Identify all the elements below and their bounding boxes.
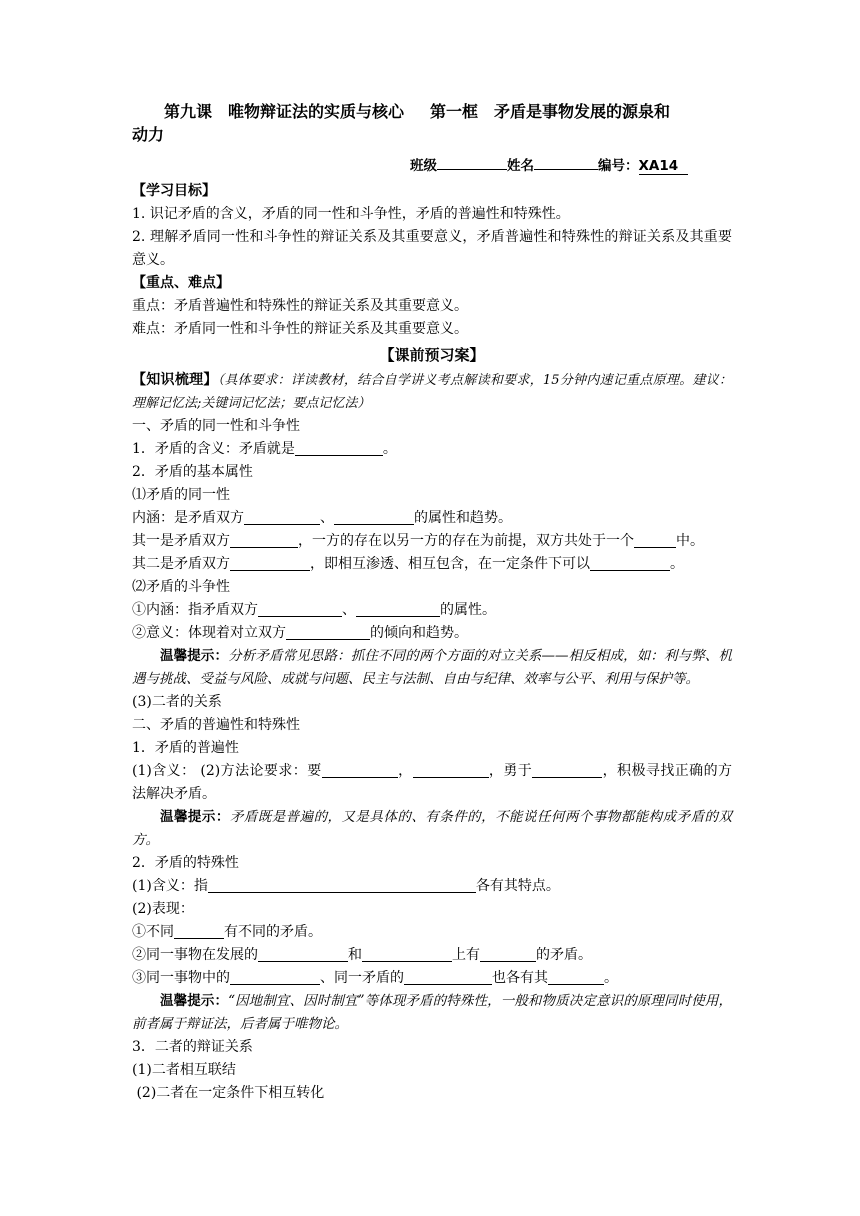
name-label: 姓名 — [507, 158, 534, 174]
s2-line-1: 1．矛盾的普遍性 — [132, 740, 239, 756]
s2-line-3: 2．矛盾的特殊性 — [132, 855, 239, 871]
section-title: 【课前预习案】 — [379, 346, 485, 364]
key-difficulty: 难点：矛盾同一性和斗争性的辩证关系及其重要意义。 — [132, 321, 468, 337]
tip-text: 矛盾既是普遍的，又是具体的、有条件的，不能说任何两个事物都能构成矛盾的双方。 — [132, 809, 732, 848]
s2-line-5: (2)表现： — [132, 901, 194, 917]
s1-tip — [132, 645, 732, 691]
tip-text: “因地制宜、因时制宜”等体现矛盾的特殊性，一般和物质决定意识的原理同时使用，前者属于辩证法，后者属于唯物论。 — [132, 993, 732, 1032]
s1-heading: 一、矛盾的同一性和斗争性 — [132, 418, 300, 434]
goal-item-1: 1. 识记矛盾的含义，矛盾的同一性和斗争性，矛盾的普遍性和特殊性。 — [132, 206, 570, 222]
blank-field[interactable] — [258, 945, 348, 962]
blank-field[interactable] — [356, 600, 440, 617]
s2-line-6: ①不同 有不同的矛盾。 — [132, 924, 322, 940]
tip-label: 温馨提示： — [160, 648, 229, 664]
s2-line-2: (1)含义： (2)方法论要求：要 ， ，勇于 ，积极寻找正确的方法解决矛盾。 — [132, 763, 733, 802]
s2-heading: 二、矛盾的普遍性和特殊性 — [132, 717, 300, 733]
blank-field[interactable] — [230, 968, 320, 985]
tip-text: 分析矛盾常见思路：抓住不同的两个方面的对立关系——相反相成，如：利与弊、机遇与挑战、受益与风险、成就与问题、民主与法制、自由与纪律、效率与公平、利用与保护等。 — [132, 648, 732, 687]
s2-tip-1 — [132, 806, 732, 852]
blank-field[interactable] — [548, 968, 604, 985]
blank-field[interactable] — [258, 600, 342, 617]
blank-field[interactable] — [208, 876, 476, 893]
tip-label: 温馨提示： — [160, 809, 230, 825]
s2-line-9: 3．二者的辩证关系 — [132, 1039, 253, 1055]
worksheet-page — [132, 100, 732, 1105]
lesson-title-line2 — [132, 123, 732, 146]
blank-field[interactable] — [322, 761, 398, 778]
s1-line-4: 内涵：是矛盾双方 、 的属性和趋势。 — [132, 510, 512, 526]
s1-line-2: 2．矛盾的基本属性 — [132, 464, 253, 480]
s1-line-3: ⑴矛盾的同一性 — [132, 487, 230, 503]
lesson-title-part1: 第九课 唯物辩证法的实质与核心 — [164, 102, 405, 121]
blank-field[interactable] — [230, 531, 298, 548]
blank-field[interactable] — [362, 945, 452, 962]
blank-field[interactable] — [334, 508, 414, 525]
s1-line-8: ①内涵：指矛盾双方 、 的属性。 — [132, 602, 496, 618]
s1-line-10: (3)二者的关系 — [132, 694, 222, 710]
blank-field[interactable] — [634, 531, 676, 548]
goal-item-2: 2. 理解矛盾同一性和斗争性的辩证关系及其重要意义，矛盾普遍性和特殊性的辩证关系及其重要意义。 — [132, 229, 732, 268]
s2-tip-2 — [132, 990, 732, 1036]
review-intro — [132, 369, 732, 415]
blank-field[interactable] — [590, 554, 670, 571]
tip-label: 温馨提示： — [160, 993, 229, 1009]
blank-field[interactable] — [480, 945, 536, 962]
s2-line-10: (1)二者相互联结 — [132, 1062, 236, 1078]
blank-field[interactable] — [286, 623, 370, 640]
blank-field[interactable] — [413, 761, 489, 778]
student-info-line — [410, 154, 732, 176]
lesson-title-part3: 动力 — [132, 125, 165, 144]
s1-line-7: ⑵矛盾的斗争性 — [132, 579, 230, 595]
blank-field[interactable] — [532, 761, 602, 778]
s1-line-9: ②意义：体现着对立双方 的倾向和趋势。 — [132, 625, 468, 641]
blank-field[interactable] — [244, 508, 320, 525]
s1-line-6: 其二是矛盾双方 ，即相互渗透、相互包含，在一定条件下可以 。 — [132, 556, 684, 572]
key-heading: 【重点、难点】 — [132, 275, 230, 291]
s2-line-7: ②同一事物在发展的 和 上有 的矛盾。 — [132, 947, 592, 963]
goals-heading: 【学习目标】 — [132, 183, 216, 199]
key-point: 重点：矛盾普遍性和特殊性的辩证关系及其重要意义。 — [132, 298, 468, 314]
blank-field[interactable] — [295, 439, 383, 456]
s1-line-1: 1．矛盾的含义：矛盾就是 。 — [132, 441, 397, 457]
blank-field[interactable] — [174, 922, 224, 939]
blank-field[interactable] — [404, 968, 492, 985]
class-label: 班级 — [410, 158, 437, 174]
number-value: XA14 — [638, 158, 679, 174]
lesson-title — [132, 100, 732, 123]
s1-line-5: 其一是矛盾双方 ，一方的存在以另一方的存在为前提，双方共处于一个 中。 — [132, 533, 704, 549]
number-label: 编号： — [598, 158, 639, 174]
s2-line-8: ③同一事物中的 、同一矛盾的 也各有其 。 — [132, 970, 618, 986]
class-blank[interactable] — [437, 154, 507, 170]
review-requirement: （具体要求：详读教材，结合自学讲义考点解读和要求，15分钟内速记重点原理。建议：理解记忆法;关键词记忆法；要点记忆法） — [132, 373, 733, 411]
lesson-title-part2: 第一框 矛盾是事物发展的源泉和 — [430, 102, 671, 121]
blank-field[interactable] — [230, 554, 310, 571]
s2-line-11: (2)二者在一定条件下相互转化 — [132, 1085, 325, 1101]
review-heading: 【知识梳理】 — [132, 372, 218, 388]
name-blank[interactable] — [534, 154, 598, 170]
s2-line-4: (1)含义：指 各有其特点。 — [132, 878, 560, 894]
